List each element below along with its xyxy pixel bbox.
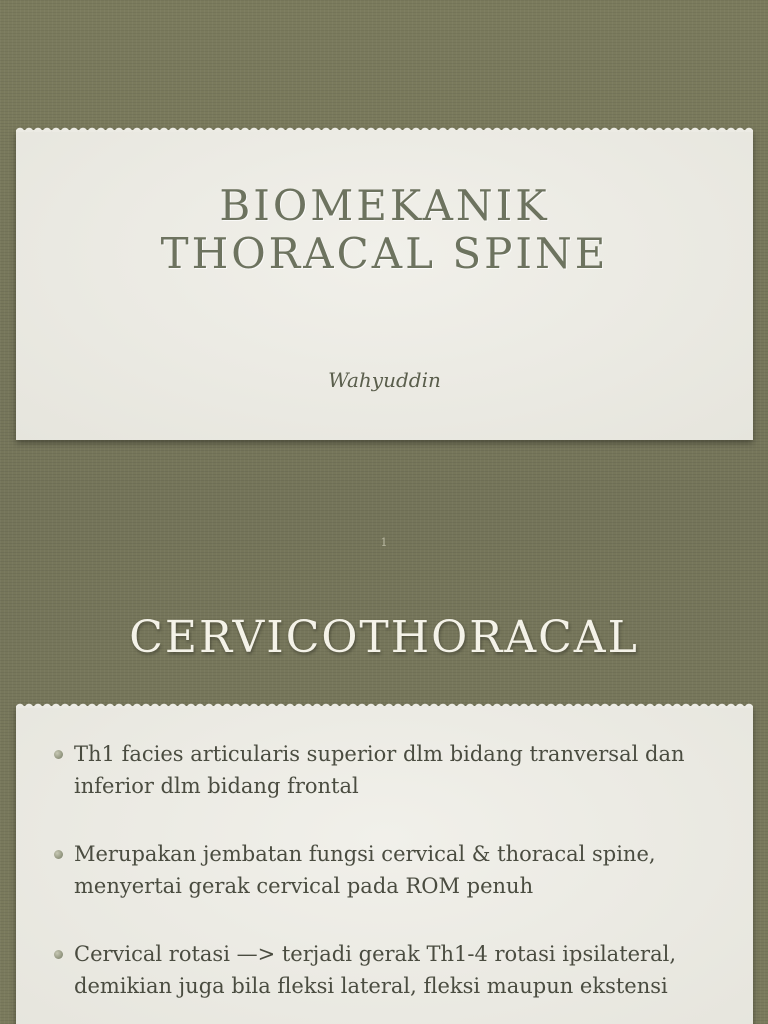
page-number: 1 <box>380 536 388 549</box>
author-name: Wahyuddin <box>328 368 441 392</box>
bullet-dot-icon <box>54 850 63 859</box>
title-slide-card <box>16 130 753 440</box>
slide-title <box>16 182 753 278</box>
bullet-item <box>16 838 753 902</box>
bullet-list <box>16 738 753 1024</box>
content-slide-card <box>16 706 753 1024</box>
bullet-text: Th1 facies articularis superior dlm bidang tranversal dan inferior dlm bidang frontal <box>74 742 685 798</box>
bullet-dot-icon <box>54 950 63 959</box>
section-title: CERVICOTHORACAL <box>129 612 639 663</box>
bullet-item <box>16 938 753 1002</box>
slide-title-line-1: BIOMEKANIK <box>219 181 550 230</box>
slide-title-line-2: THORACAL SPINE <box>160 229 609 278</box>
bullet-text: Cervical rotasi —> terjadi gerak Th1-4 rotasi ipsilateral, demikian juga bila fleksi lateral, fleksi maupun ekstensi <box>74 942 677 998</box>
bullet-dot-icon <box>54 750 63 759</box>
bullet-item <box>16 738 753 802</box>
bullet-text: Merupakan jembatan fungsi cervical & thoracal spine, menyertai gerak cervical pada ROM penuh <box>74 842 656 898</box>
